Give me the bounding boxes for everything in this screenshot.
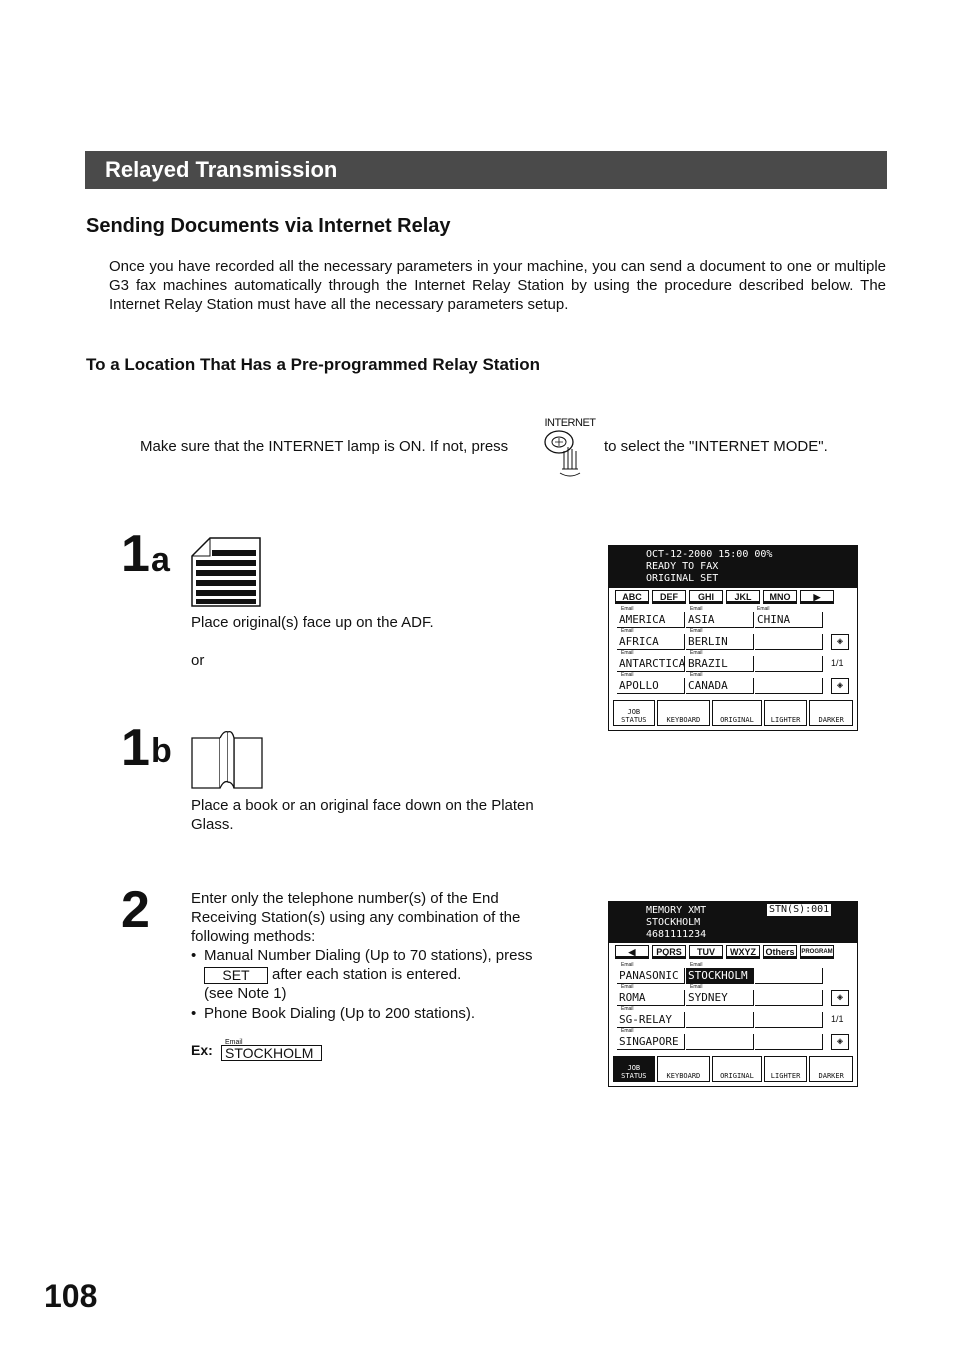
tab-wxyz[interactable]: WXYZ	[726, 945, 760, 959]
email-tag: Email	[621, 962, 634, 968]
tab-mno[interactable]: MNO	[763, 590, 797, 604]
bullet-1-continuation: after each station is entered.	[272, 966, 462, 983]
scroll-down-icon[interactable]: ◈	[831, 678, 849, 694]
phonebook-entry[interactable]: AFRICA	[617, 634, 685, 650]
internet-instruction-after: to select the "INTERNET MODE".	[604, 438, 828, 455]
scroll-up-icon[interactable]: ◈	[831, 634, 849, 650]
scroll-down-icon[interactable]: ◈	[831, 1034, 849, 1050]
bullet-2-marker: •	[191, 1005, 197, 1022]
phonebook-entry[interactable]: AMERICA	[617, 612, 685, 628]
set-key[interactable]: SET	[204, 967, 268, 984]
tab-abc[interactable]: ABC	[615, 590, 649, 604]
original-button[interactable]: ORIGINAL	[712, 700, 762, 726]
step-1b-number: 1	[121, 719, 150, 777]
lcd-screen-ready	[608, 545, 858, 731]
note-reference: (see Note 1)	[204, 985, 287, 1002]
bullet-2-text: Phone Book Dialing (Up to 200 stations).	[204, 1005, 475, 1022]
tab-ghi[interactable]: GHI	[689, 590, 723, 604]
lcd-bottom-bar	[613, 700, 853, 726]
email-tag: Email	[690, 606, 703, 612]
phonebook-entry[interactable]: SINGAPORE	[617, 1034, 685, 1050]
lcd-line-1: MEMORY XMT	[646, 905, 707, 916]
phonebook-entry-selected[interactable]: STOCKHOLM	[686, 968, 754, 984]
email-tag: Email	[757, 606, 770, 612]
example-stockholm-key[interactable]: STOCKHOLM	[221, 1045, 322, 1061]
example-label: Ex:	[191, 1042, 213, 1058]
intro-paragraph: Once you have recorded all the necessary parameters in your machine, you can send a document to one or multiple G3 fax machines automatically through the Internet Relay Station by using the procedure described below. The Internet Relay Station must have all the necessary parameters setup.	[109, 258, 886, 313]
section-title: Relayed Transmission	[105, 157, 338, 182]
lcd-tab-bar	[609, 945, 857, 959]
tab-tuv[interactable]: TUV	[689, 945, 723, 959]
phonebook-entry[interactable]	[755, 678, 823, 694]
lcd-header	[609, 546, 857, 588]
phonebook-entry[interactable]: SYDNEY	[686, 990, 754, 1006]
phonebook-entry[interactable]	[755, 634, 823, 650]
email-tag: Email	[621, 606, 634, 612]
step-2-intro: Enter only the telephone number(s) of the End Receiving Station(s) using any combination of the following methods:	[191, 890, 521, 945]
email-tag: Email	[690, 672, 703, 678]
scroll-up-icon[interactable]: ◈	[831, 990, 849, 1006]
job-status-button[interactable]: JOB STATUS	[613, 1056, 655, 1082]
email-tag: Email	[621, 1006, 634, 1012]
internet-key[interactable]	[538, 417, 602, 479]
phonebook-entry[interactable]: SG-RELAY	[617, 1012, 685, 1028]
step-1b-letter: b	[151, 732, 172, 770]
tab-next[interactable]: ▶	[800, 590, 834, 604]
tab-def[interactable]: DEF	[652, 590, 686, 604]
bullet-1-text: Manual Number Dialing (Up to 70 stations), press	[204, 947, 533, 964]
step-2-number: 2	[121, 881, 150, 939]
keyboard-button[interactable]: KEYBOARD	[657, 1056, 711, 1082]
example-email-tag: Email	[225, 1039, 243, 1046]
email-tag: Email	[621, 650, 634, 656]
internet-key-label: INTERNET	[544, 417, 596, 429]
lcd-line-2: READY TO FAX	[646, 561, 719, 572]
page-indicator: 1/1	[831, 1014, 844, 1024]
lighter-button[interactable]: LIGHTER	[764, 700, 808, 726]
step-1b-text: Place a book or an original face down on the Platen Glass.	[191, 797, 534, 833]
email-tag: Email	[621, 672, 634, 678]
phonebook-entry[interactable]: PANASONIC	[617, 968, 685, 984]
page-number: 108	[44, 1278, 98, 1314]
lighter-button[interactable]: LIGHTER	[764, 1056, 808, 1082]
finger-press-icon	[538, 429, 602, 479]
email-tag: Email	[621, 984, 634, 990]
phonebook-entry[interactable]: ANTARCTICA	[619, 657, 686, 670]
phonebook-entry[interactable]	[755, 1012, 823, 1028]
email-tag: Email	[690, 650, 703, 656]
tab-program[interactable]: PROGRAM	[800, 945, 834, 959]
phonebook-entry[interactable]	[686, 1012, 754, 1028]
email-tag: Email	[621, 1028, 634, 1034]
phonebook-entry[interactable]: APOLLO	[617, 678, 685, 694]
lcd-tab-bar	[609, 590, 857, 604]
station-count: STN(S):001	[769, 904, 830, 915]
tab-prev[interactable]: ◀	[615, 945, 649, 959]
tab-others[interactable]: Others	[763, 945, 797, 959]
darker-button[interactable]: DARKER	[809, 1056, 853, 1082]
section-title-bar	[85, 151, 887, 189]
keyboard-button[interactable]: KEYBOARD	[657, 700, 711, 726]
phonebook-entry[interactable]: BRAZIL	[686, 656, 754, 672]
lcd-line-3: 4681111234	[646, 929, 707, 940]
darker-button[interactable]: DARKER	[809, 700, 853, 726]
lcd-screen-memory-xmt	[608, 901, 858, 1087]
lcd-header	[609, 902, 857, 943]
bullet-1-marker: •	[191, 947, 197, 964]
phonebook-entry[interactable]: ASIA	[686, 612, 754, 628]
internet-instruction-before: Make sure that the INTERNET lamp is ON. If not, press	[140, 438, 509, 455]
step-or-text: or	[191, 652, 205, 669]
step-1a-text: Place original(s) face up on the ADF.	[191, 614, 434, 631]
phonebook-entry[interactable]	[755, 656, 823, 672]
email-tag: Email	[690, 984, 703, 990]
adf-document-icon	[190, 536, 262, 608]
step-1a-letter: a	[151, 541, 170, 579]
phonebook-entry[interactable]: BERLIN	[686, 634, 754, 650]
lcd-bottom-bar	[613, 1056, 853, 1082]
step-1a-number: 1	[121, 525, 150, 583]
tab-pqrs[interactable]: PQRS	[652, 945, 686, 959]
phonebook-entry[interactable]: CHINA	[755, 612, 823, 628]
phonebook-entry[interactable]: CANADA	[686, 678, 754, 694]
phonebook-entry[interactable]	[686, 1034, 754, 1050]
phonebook-entry[interactable]	[755, 1034, 823, 1050]
email-tag: Email	[690, 628, 703, 634]
email-tag: Email	[690, 962, 703, 968]
bullet-1-set-line	[204, 965, 461, 984]
book-icon	[190, 730, 264, 790]
page-heading: Sending Documents via Internet Relay	[86, 215, 451, 237]
lcd-line-1: OCT-12-2000 15:00 00%	[646, 549, 773, 560]
email-tag: Email	[621, 628, 634, 634]
subheading: To a Location That Has a Pre-programmed Relay Station	[86, 355, 541, 374]
job-status-button[interactable]: JOB STATUS	[613, 700, 655, 726]
lcd-line-2: STOCKHOLM	[646, 917, 701, 928]
lcd-line-3: ORIGINAL SET	[646, 573, 719, 584]
original-button[interactable]: ORIGINAL	[712, 1056, 762, 1082]
phonebook-entry[interactable]	[755, 968, 823, 984]
tab-jkl[interactable]: JKL	[726, 590, 760, 604]
phonebook-entry[interactable]	[755, 990, 823, 1006]
phonebook-entry[interactable]: ROMA	[617, 990, 685, 1006]
page-indicator: 1/1	[831, 658, 844, 668]
